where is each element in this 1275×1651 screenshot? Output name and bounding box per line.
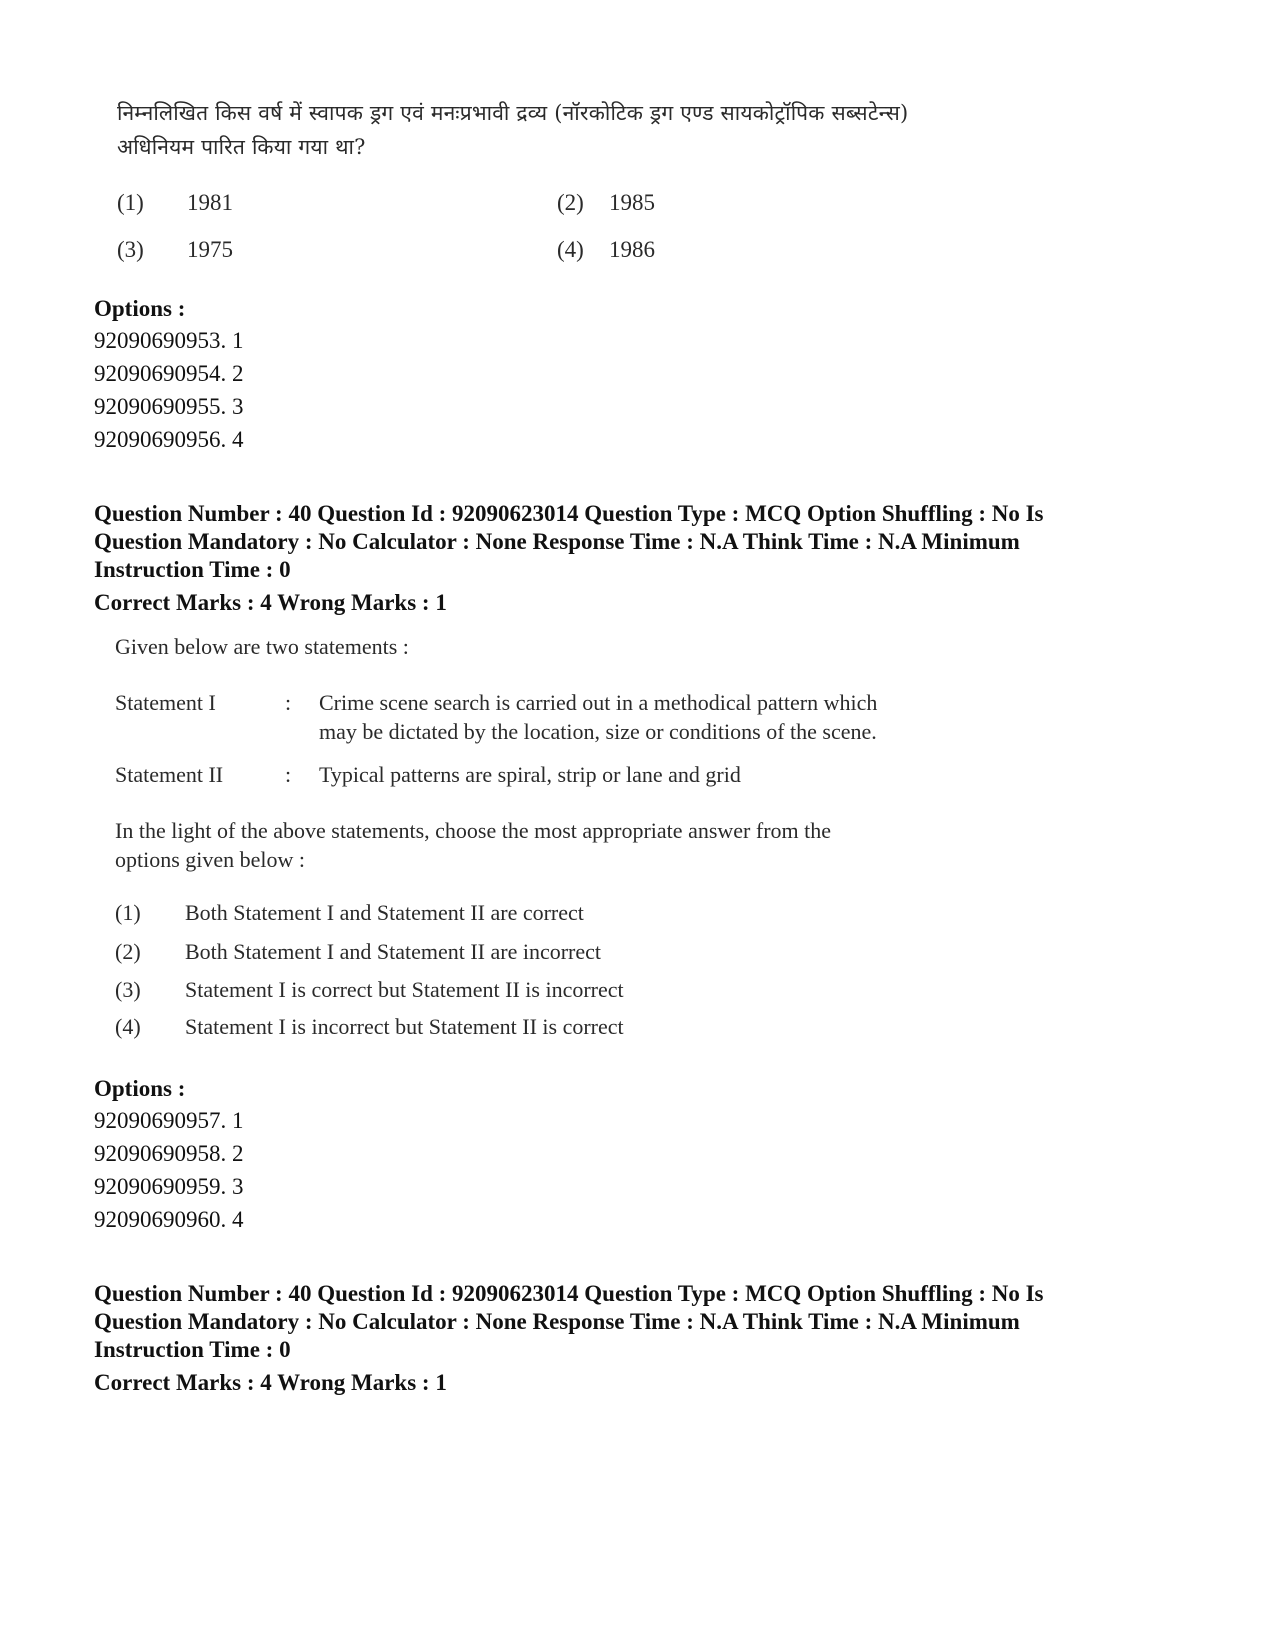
statement-1-colon: : <box>285 690 292 715</box>
choice-text: 1985 <box>609 190 655 215</box>
option-id-1: 92090690957. 1 <box>94 1108 244 1133</box>
option-id-3: 92090690955. 3 <box>94 394 244 419</box>
q40-choice-4 <box>115 1014 624 1040</box>
instruction-line-1: In the light of the above statements, choose the most appropriate answer from the <box>115 818 832 843</box>
statement-1-line-2: may be dictated by the location, size or conditions of the scene. <box>319 719 877 744</box>
q40-intro: Given below are two statements : <box>115 634 409 659</box>
q40-choice-3 <box>115 977 624 1003</box>
statement-1 <box>115 688 1075 748</box>
choice-text: Statement I is incorrect but Statement II is correct <box>185 1014 624 1039</box>
options-block-1 <box>94 294 244 456</box>
question-meta-line-1: Question Number : 40 Question Id : 92090623014 Question Type : MCQ Option Shuffling : No Is <box>94 501 1044 526</box>
statement-2-colon: : <box>285 762 292 787</box>
statement-1-line-1: Crime scene search is carried out in a methodical pattern which <box>319 690 878 715</box>
statement-2 <box>115 760 1075 790</box>
q39-question-text <box>117 96 1077 164</box>
statement-2-label: Statement II <box>115 762 224 787</box>
option-id-3: 92090690959. 3 <box>94 1174 244 1199</box>
choice-number: (3) <box>115 977 141 1002</box>
statement-1-text <box>319 688 1039 746</box>
choice-number: (3) <box>117 237 144 262</box>
choice-number: (4) <box>115 1014 141 1039</box>
statement-2-text: Typical patterns are spiral, strip or lane and grid <box>319 762 741 787</box>
choice-number: (1) <box>117 190 144 215</box>
choice-number: (1) <box>115 900 141 925</box>
option-id-2: 92090690954. 2 <box>94 361 244 386</box>
question-meta-line-1: Question Number : 40 Question Id : 92090623014 Question Type : MCQ Option Shuffling : No Is <box>94 1281 1044 1306</box>
choice-text: Both Statement I and Statement II are correct <box>185 900 584 925</box>
question-40-header <box>94 500 1214 617</box>
q39-choice-4 <box>557 237 655 263</box>
q40-choice-2 <box>115 939 601 965</box>
question-marks: Correct Marks : 4 Wrong Marks : 1 <box>94 590 447 615</box>
choice-number: (2) <box>557 190 584 215</box>
options-label: Options : <box>94 296 186 321</box>
q39-text-line-2: अधिनियम पारित किया गया था? <box>117 135 366 159</box>
question-meta-line-3: Instruction Time : 0 <box>94 1337 291 1362</box>
question-meta-line-3: Instruction Time : 0 <box>94 557 291 582</box>
choice-number: (2) <box>115 939 141 964</box>
q40-instruction <box>115 816 1075 874</box>
question-marks: Correct Marks : 4 Wrong Marks : 1 <box>94 1370 447 1395</box>
option-id-4: 92090690960. 4 <box>94 1207 244 1232</box>
choice-number: (4) <box>557 237 584 262</box>
q39-text-line-1: निम्नलिखित किस वर्ष में स्वापक ड्रग एवं मनःप्रभावी द्रव्य (नॉरकोटिक ड्रग एण्ड सायकोट्रॉपिक सब्सटेन्स) <box>117 101 909 125</box>
choice-text: Both Statement I and Statement II are incorrect <box>185 939 602 964</box>
instruction-line-2: options given below : <box>115 847 306 872</box>
q40-choice-1 <box>115 900 584 926</box>
choice-text: 1986 <box>609 237 655 262</box>
options-label: Options : <box>94 1076 186 1101</box>
question-40-header-repeat <box>94 1280 1214 1397</box>
question-meta-line-2: Question Mandatory : No Calculator : None Response Time : N.A Think Time : N.A Minimum <box>94 1309 1020 1334</box>
q39-choice-2 <box>557 190 655 216</box>
option-id-2: 92090690958. 2 <box>94 1141 244 1166</box>
q39-choice-1 <box>117 190 233 216</box>
option-id-4: 92090690956. 4 <box>94 427 244 452</box>
choice-text: 1981 <box>187 190 233 215</box>
choice-text: 1975 <box>187 237 233 262</box>
question-meta-line-2: Question Mandatory : No Calculator : None Response Time : N.A Think Time : N.A Minimum <box>94 529 1020 554</box>
statement-1-label: Statement I <box>115 690 216 715</box>
q39-choice-3 <box>117 237 233 263</box>
option-id-1: 92090690953. 1 <box>94 328 244 353</box>
options-block-2 <box>94 1074 244 1236</box>
choice-text: Statement I is correct but Statement II is incorrect <box>185 977 624 1002</box>
